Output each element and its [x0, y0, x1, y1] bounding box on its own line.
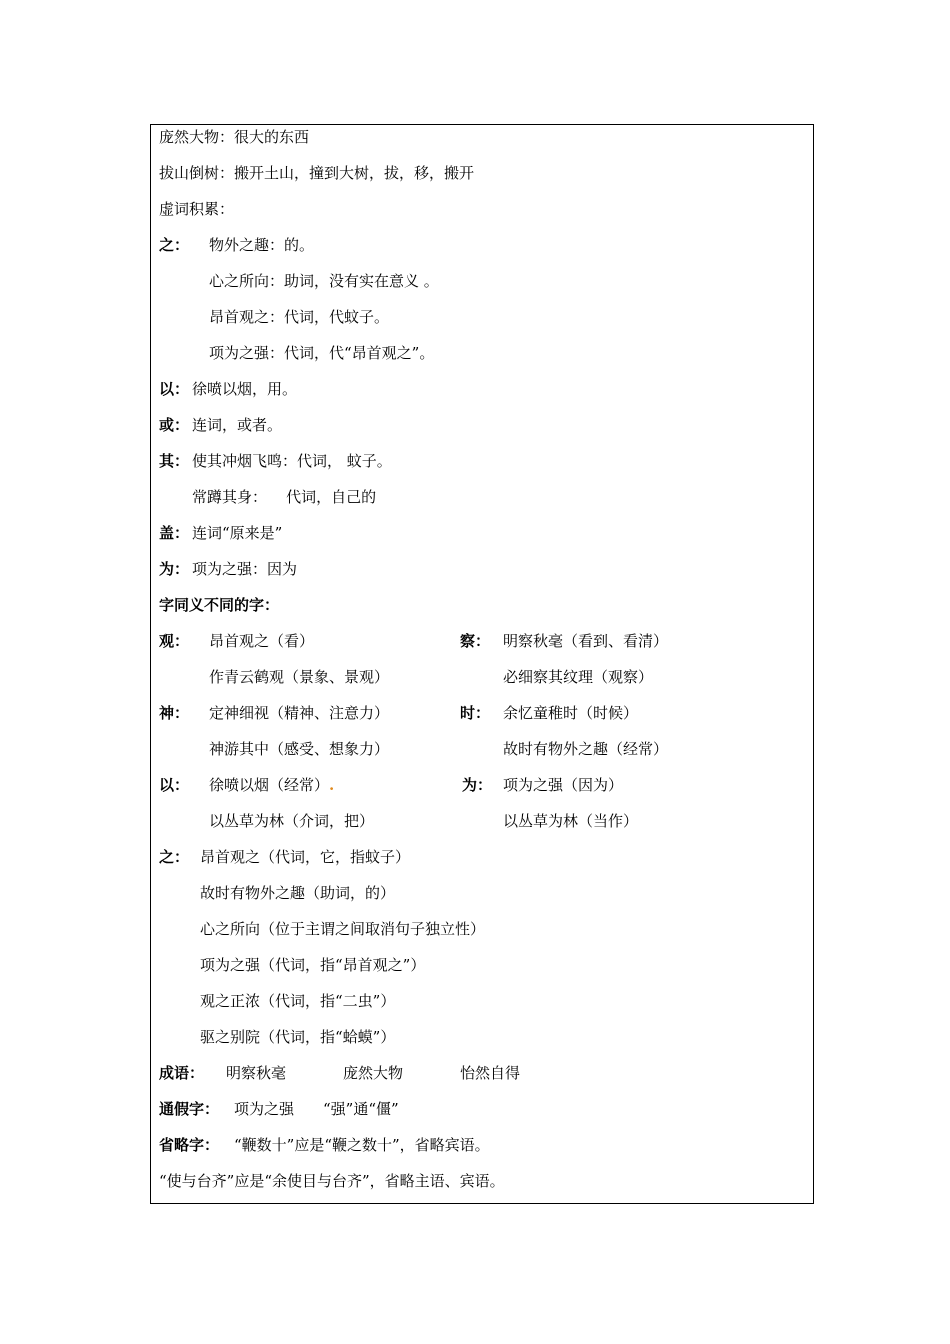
usage-line: 以丛草为林（介词，把） [209, 812, 375, 830]
usage-line: 必细察其纹理（观察） [503, 668, 654, 686]
usage-line: 项为之强：因为 [192, 560, 298, 578]
usage-line: 余忆童稚时（时候） [503, 704, 639, 722]
shenglue-head: 省略字： [159, 1136, 220, 1154]
tongjia-text: 项为之强 [234, 1100, 295, 1118]
shenglue-text: “鞭数十”应是“鞭之数十”，省略宾语。 [234, 1136, 490, 1154]
char-head-zhi: 之： [159, 848, 190, 866]
definition-line: 拔山倒树：搬开土山，撞到大树，拔，移，搬开 [159, 164, 475, 182]
char-head-guan: 观： [159, 632, 190, 650]
usage-line [209, 775, 334, 795]
char-head-wei: 为： [462, 776, 493, 794]
usage-line: 观之正浓（代词，指“二虫”） [200, 992, 396, 1010]
char-head-gai: 盖： [159, 524, 190, 542]
char-head-shi: 时： [460, 704, 491, 722]
char-head-yi: 以： [159, 776, 190, 794]
idiom-item: 怡然自得 [460, 1064, 521, 1082]
usage-line: 昂首观之：代词，代蚊子。 [209, 308, 390, 326]
usage-line: 连词，或者。 [192, 416, 283, 434]
usage-line: 物外之趣：的。 [209, 236, 315, 254]
usage-line: 以丛草为林（当作） [503, 812, 639, 830]
definition-line: 庞然大物：很大的东西 [159, 128, 310, 146]
usage-line: 昂首观之（代词，它，指蚊子） [200, 848, 411, 866]
usage-line: 明察秋毫（看到、看清） [503, 632, 669, 650]
shenglue-text: “使与台齐”应是“余使目与台齐”，省略主语、宾语。 [159, 1172, 505, 1190]
char-head-shen: 神： [159, 704, 190, 722]
char-head-cha: 察： [460, 632, 491, 650]
usage-line: 项为之强：代词，代“昂首观之”。 [209, 344, 435, 362]
usage-line: 连词“原来是” [192, 524, 283, 542]
idioms-head: 成语： [159, 1064, 205, 1082]
tongjia-head: 通假字： [159, 1100, 220, 1118]
usage-line: 常蹲其身： 代词，自己的 [192, 488, 377, 506]
usage-line: 项为之强（代词，指“昂首观之”） [200, 956, 426, 974]
section-heading: 虚词积累： [159, 200, 235, 218]
usage-line: 作青云鹤观（景象、景观） [209, 668, 390, 686]
char-head-qi: 其： [159, 452, 190, 470]
usage-line: 项为之强（因为） [503, 776, 624, 794]
usage-text: 徐喷以烟（经常） [209, 776, 330, 794]
usage-line: 昂首观之（看） [209, 632, 315, 650]
usage-line: 徐喷以烟，用。 [192, 380, 298, 398]
usage-line: 使其冲烟飞鸣：代词， 蚊子。 [192, 452, 392, 470]
usage-line: 定神细视（精神、注意力） [209, 704, 390, 722]
usage-line: 故时有物外之趣（经常） [503, 740, 669, 758]
tongjia-text: “强”通“僵” [323, 1100, 399, 1118]
char-head-zhi: 之： [159, 236, 190, 254]
usage-line: 心之所向（位于主谓之间取消句子独立性） [200, 920, 486, 938]
usage-line: 神游其中（感受、想象力） [209, 740, 390, 758]
usage-line: 驱之别院（代词，指“蛤蟆”） [200, 1028, 396, 1046]
usage-line: 心之所向：助词，没有实在意义 。 [209, 272, 439, 290]
section-heading: 字同义不同的字： [159, 596, 280, 614]
idiom-item: 明察秋毫 [226, 1064, 287, 1082]
char-head-huo: 或： [159, 416, 190, 434]
orange-dot: . [329, 776, 335, 794]
usage-line: 故时有物外之趣（助词，的） [200, 884, 396, 902]
char-head-wei: 为： [159, 560, 190, 578]
idiom-item: 庞然大物 [343, 1064, 404, 1082]
char-head-yi: 以： [159, 380, 190, 398]
